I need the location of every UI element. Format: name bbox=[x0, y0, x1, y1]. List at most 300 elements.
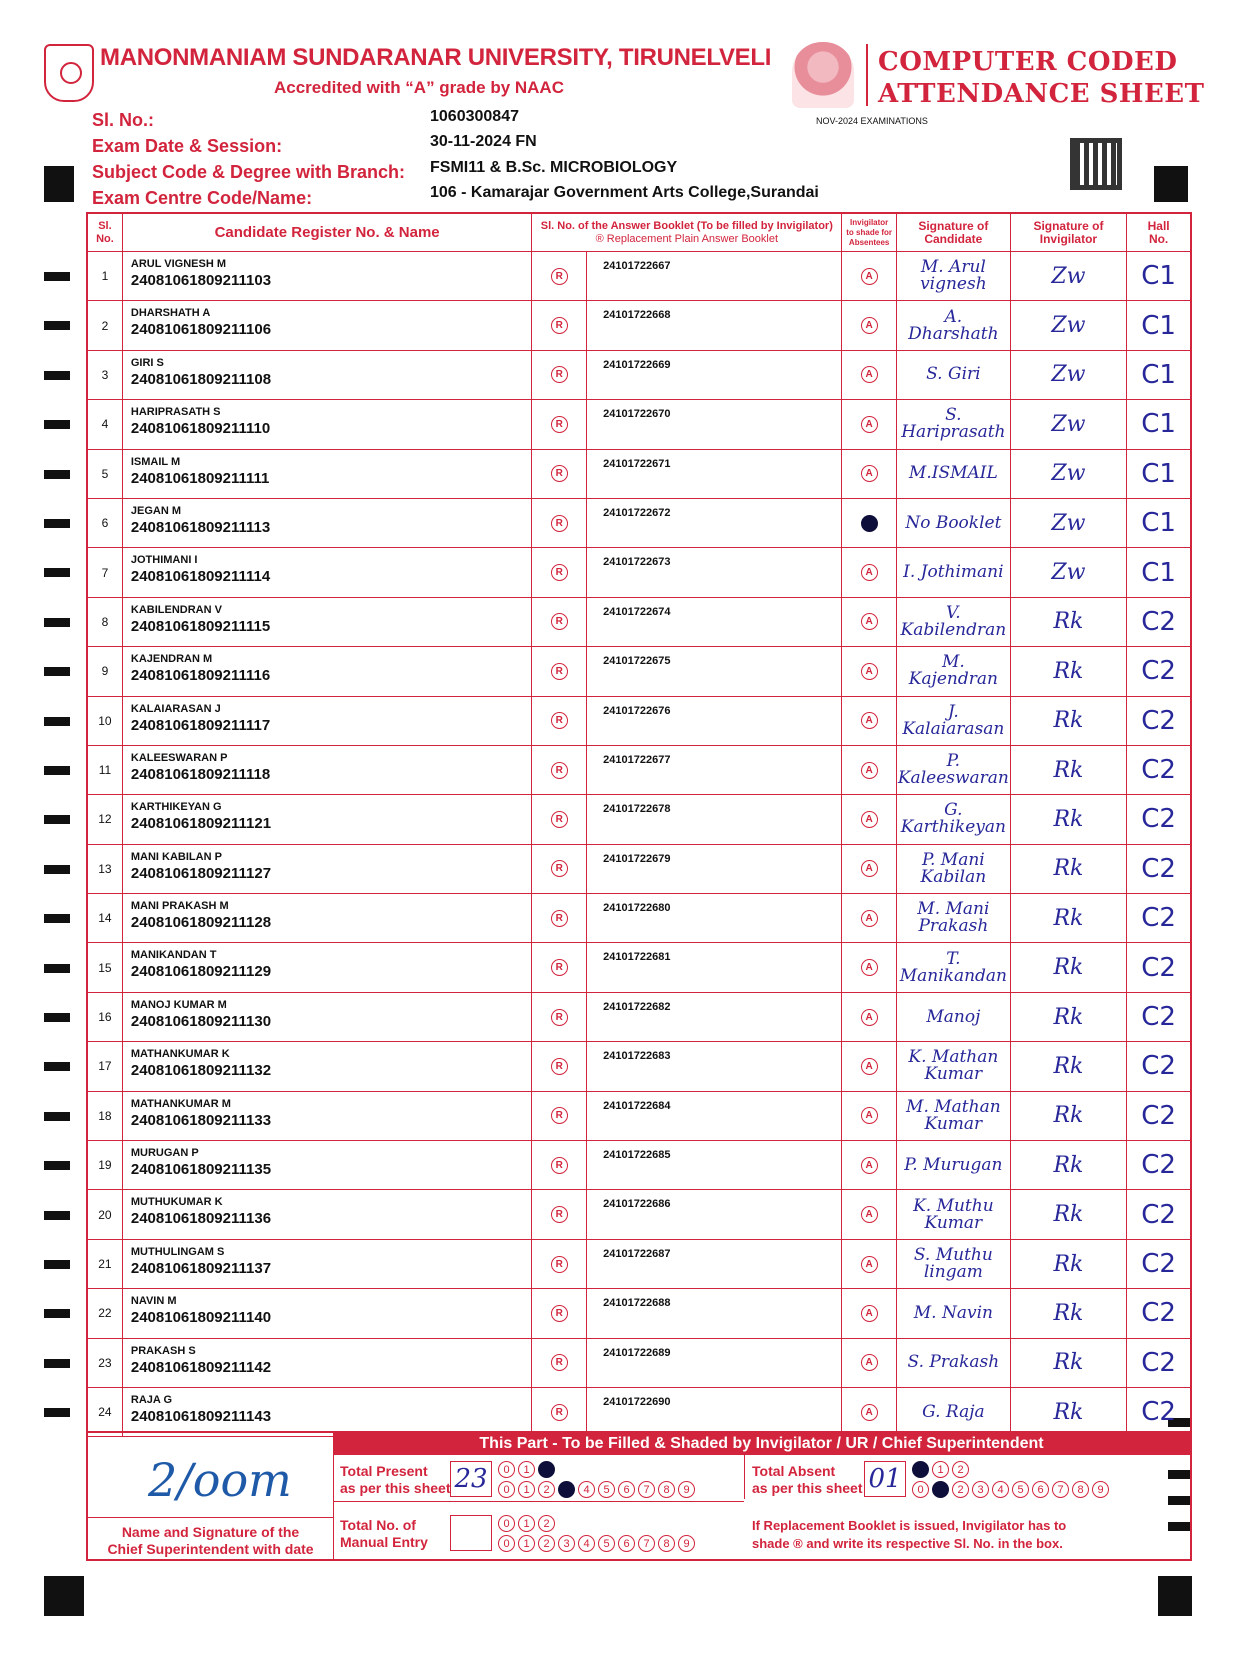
invigilator-signature: Zw bbox=[1011, 301, 1128, 349]
qr-code bbox=[1070, 138, 1122, 190]
replacement-bubble[interactable]: R bbox=[551, 268, 568, 285]
replacement-bubble[interactable]: R bbox=[551, 366, 568, 383]
absent-bubble[interactable]: A bbox=[861, 860, 878, 877]
timing-mark bbox=[44, 1062, 70, 1071]
absent-bubble[interactable]: A bbox=[861, 712, 878, 729]
candidate-name: MANIKANDAN T bbox=[130, 949, 217, 962]
absent-bubble[interactable]: A bbox=[861, 465, 878, 482]
digit-bubble[interactable]: 5 bbox=[1012, 1481, 1029, 1498]
digit-bubble[interactable]: 0 bbox=[498, 1535, 515, 1552]
digit-bubble[interactable]: 8 bbox=[1072, 1481, 1089, 1498]
table-row bbox=[88, 499, 1190, 548]
hall-number: C2 bbox=[1141, 1002, 1176, 1033]
absent-bubble-cell bbox=[842, 1240, 897, 1288]
absent-bubble[interactable]: A bbox=[861, 1404, 878, 1421]
register-number: 24081061809211113 bbox=[130, 518, 271, 536]
corner-mark-top-left bbox=[44, 166, 74, 202]
booklet-number: 24101722672 bbox=[587, 499, 842, 547]
replacement-bubble-cell bbox=[532, 1289, 587, 1337]
hall-number: C2 bbox=[1141, 705, 1176, 736]
digit-bubble[interactable]: 3 bbox=[972, 1481, 989, 1498]
replacement-bubble[interactable]: R bbox=[551, 1404, 568, 1421]
replacement-bubble[interactable]: R bbox=[551, 712, 568, 729]
invigilator-signature: Rk bbox=[1011, 894, 1128, 942]
hall-number: C1 bbox=[1141, 359, 1176, 390]
candidate-signature: I. Jothimani bbox=[897, 548, 1011, 596]
digit-bubble[interactable]: 4 bbox=[578, 1481, 595, 1498]
absent-box[interactable]: 01 bbox=[864, 1461, 906, 1497]
hall-number: C1 bbox=[1141, 557, 1176, 588]
candidate-signature: M. Mani Prakash bbox=[897, 894, 1011, 942]
timing-mark bbox=[44, 914, 70, 923]
candidate-cell bbox=[123, 1339, 533, 1387]
candidate-signature: G. Raja bbox=[897, 1388, 1011, 1436]
candidate-signature: S. Hariprasath bbox=[897, 400, 1011, 448]
candidate-signature: M. Kajendran bbox=[897, 647, 1011, 695]
timing-mark bbox=[44, 1408, 70, 1417]
hall-number: C2 bbox=[1141, 1100, 1176, 1131]
replacement-bubble[interactable]: R bbox=[551, 811, 568, 828]
booklet-number: 24101722680 bbox=[587, 894, 842, 942]
absent-bubble-cell bbox=[842, 1339, 897, 1387]
digit-bubble[interactable]: 2 bbox=[538, 1461, 555, 1478]
candidate-cell bbox=[123, 1042, 533, 1090]
register-number: 24081061809211106 bbox=[130, 321, 272, 339]
candidate-signature: A. Dharshath bbox=[897, 301, 1011, 349]
row-sl: 20 bbox=[88, 1190, 123, 1238]
digit-bubble[interactable]: 2 bbox=[538, 1481, 555, 1498]
absent-bubble[interactable]: A bbox=[861, 613, 878, 630]
corner-mark-bottom-left bbox=[44, 1576, 84, 1616]
replacement-bubble-cell bbox=[532, 450, 587, 498]
hall-number: C2 bbox=[1141, 1347, 1176, 1378]
digit-bubble[interactable]: 0 bbox=[912, 1461, 929, 1478]
manual-units-bubbles[interactable] bbox=[498, 1535, 695, 1552]
absent-bubble[interactable]: A bbox=[861, 1009, 878, 1026]
sheet-title-line1: COMPUTER CODED bbox=[878, 47, 1178, 77]
absent-bubble[interactable]: A bbox=[861, 1058, 878, 1075]
digit-bubble[interactable]: 5 bbox=[598, 1481, 615, 1498]
replacement-bubble[interactable]: R bbox=[551, 1305, 568, 1322]
timing-mark bbox=[44, 1112, 70, 1121]
booklet-number: 24101722681 bbox=[587, 943, 842, 991]
centre-value: 106 - Kamarajar Government Arts College,Surandai bbox=[430, 184, 819, 201]
absent-bubble[interactable]: A bbox=[861, 1305, 878, 1322]
sheet-title-line2: ATTENDANCE SHEET bbox=[878, 79, 1205, 109]
candidate-cell bbox=[123, 351, 533, 399]
digit-bubble[interactable]: 1 bbox=[518, 1515, 535, 1532]
candidate-name: HARIPRASATH S bbox=[130, 406, 221, 419]
timing-mark bbox=[44, 1359, 70, 1368]
hall-number: C2 bbox=[1141, 804, 1176, 835]
candidate-cell bbox=[123, 1289, 533, 1337]
table-header bbox=[88, 214, 1190, 252]
table-row bbox=[88, 845, 1190, 894]
row-sl: 24 bbox=[88, 1388, 123, 1436]
row-sl: 5 bbox=[88, 450, 123, 498]
digit-bubble[interactable]: 1 bbox=[518, 1481, 535, 1498]
replacement-bubble-cell bbox=[532, 697, 587, 745]
digit-bubble[interactable]: 1 bbox=[518, 1535, 535, 1552]
absent-bubble-cell bbox=[842, 301, 897, 349]
header-divider bbox=[866, 44, 868, 106]
invigilator-signature: Zw bbox=[1011, 499, 1128, 547]
register-number: 24081061809211129 bbox=[130, 963, 272, 981]
replacement-bubble[interactable]: R bbox=[551, 1157, 568, 1174]
hall-number: C1 bbox=[1141, 458, 1176, 489]
timing-mark bbox=[44, 420, 70, 429]
replacement-bubble-cell bbox=[532, 252, 587, 300]
present-label: Total Present as per this sheet bbox=[340, 1463, 451, 1496]
corner-mark-bottom-right bbox=[1158, 1576, 1192, 1616]
absent-bubble[interactable]: A bbox=[861, 416, 878, 433]
absent-bubble[interactable]: A bbox=[861, 1256, 878, 1273]
absent-bubble-cell bbox=[842, 1141, 897, 1189]
hall-number: C2 bbox=[1141, 903, 1176, 934]
timing-mark bbox=[44, 1161, 70, 1170]
absent-bubble-cell bbox=[842, 647, 897, 695]
col-candidate-signature: Signature of Candidate bbox=[897, 214, 1011, 251]
absent-bubble-cell bbox=[842, 1388, 897, 1436]
col-booklet bbox=[532, 214, 842, 251]
candidate-signature: S. Prakash bbox=[897, 1339, 1011, 1387]
replacement-bubble[interactable]: R bbox=[551, 860, 568, 877]
candidate-name: MUTHUKUMAR K bbox=[130, 1196, 223, 1209]
candidate-cell bbox=[123, 1190, 533, 1238]
timing-mark bbox=[44, 964, 70, 973]
candidate-cell bbox=[123, 993, 533, 1041]
manual-entry-label: Total No. of Manual Entry bbox=[340, 1517, 428, 1550]
absent-bubble[interactable]: A bbox=[861, 268, 878, 285]
candidate-signature: K. Mathan Kumar bbox=[897, 1042, 1011, 1090]
candidate-signature: P. Kaleeswaran bbox=[897, 746, 1011, 794]
col-sl: Sl. No. bbox=[88, 214, 123, 251]
hall-number: C1 bbox=[1141, 261, 1176, 292]
table-row bbox=[88, 450, 1190, 499]
digit-bubble[interactable]: 4 bbox=[992, 1481, 1009, 1498]
candidate-signature: S. Giri bbox=[897, 351, 1011, 399]
absent-bubble-cell bbox=[842, 1289, 897, 1337]
register-number: 24081061809211111 bbox=[130, 469, 270, 487]
booklet-number: 24101722684 bbox=[587, 1092, 842, 1140]
booklet-number: 24101722688 bbox=[587, 1289, 842, 1337]
digit-bubble[interactable]: 1 bbox=[932, 1461, 949, 1478]
invigilator-signature: Rk bbox=[1011, 845, 1128, 893]
booklet-number: 24101722689 bbox=[587, 1339, 842, 1387]
replacement-bubble[interactable]: R bbox=[551, 465, 568, 482]
register-number: 24081061809211121 bbox=[130, 815, 272, 833]
digit-bubble[interactable]: 2 bbox=[952, 1481, 969, 1498]
row-sl: 8 bbox=[88, 598, 123, 646]
table-row bbox=[88, 301, 1190, 350]
replacement-bubble[interactable]: R bbox=[551, 317, 568, 334]
absent-bubble[interactable]: A bbox=[861, 1107, 878, 1124]
register-number: 24081061809211114 bbox=[130, 568, 271, 586]
timing-mark bbox=[44, 865, 70, 874]
timing-mark bbox=[44, 519, 70, 528]
replacement-bubble[interactable]: R bbox=[551, 910, 568, 927]
replacement-bubble[interactable]: R bbox=[551, 613, 568, 630]
digit-bubble[interactable]: 3 bbox=[558, 1481, 575, 1498]
hall-number: C2 bbox=[1141, 1397, 1176, 1428]
digit-bubble[interactable]: 6 bbox=[1032, 1481, 1049, 1498]
candidate-cell bbox=[123, 400, 533, 448]
row-sl: 22 bbox=[88, 1289, 123, 1337]
candidate-name: MANI KABILAN P bbox=[130, 850, 222, 863]
register-number: 24081061809211135 bbox=[130, 1161, 272, 1179]
table-row bbox=[88, 943, 1190, 992]
candidate-signature: P. Murugan bbox=[897, 1141, 1011, 1189]
digit-bubble[interactable]: 5 bbox=[598, 1535, 615, 1552]
replacement-bubble-cell bbox=[532, 1190, 587, 1238]
row-sl: 7 bbox=[88, 548, 123, 596]
replacement-bubble[interactable]: R bbox=[551, 1354, 568, 1371]
hall-number: C2 bbox=[1141, 755, 1176, 786]
absent-bubble[interactable]: A bbox=[861, 1206, 878, 1223]
table-row bbox=[88, 894, 1190, 943]
candidate-cell bbox=[123, 598, 533, 646]
invigilator-signature: Rk bbox=[1011, 1240, 1128, 1288]
table-row bbox=[88, 1092, 1190, 1141]
digit-bubble[interactable]: 6 bbox=[618, 1481, 635, 1498]
invigilator-signature: Zw bbox=[1011, 400, 1128, 448]
digit-bubble[interactable]: 7 bbox=[638, 1535, 655, 1552]
candidate-signature: P. Mani Kabilan bbox=[897, 845, 1011, 893]
row-sl: 10 bbox=[88, 697, 123, 745]
candidate-signature: M. Navin bbox=[897, 1289, 1011, 1337]
col-hall: Hall No. bbox=[1147, 218, 1170, 246]
booklet-number: 24101722678 bbox=[587, 795, 842, 843]
invigilator-signature: Rk bbox=[1011, 943, 1128, 991]
candidate-name: PRAKASH S bbox=[130, 1344, 196, 1357]
candidate-signature: No Booklet bbox=[897, 499, 1011, 547]
absent-bubble[interactable]: A bbox=[861, 811, 878, 828]
university-name: MANONMANIAM SUNDARANAR UNIVERSITY, TIRUNELVELI bbox=[100, 44, 772, 71]
candidate-signature: M. Arul vignesh bbox=[897, 252, 1011, 300]
absent-bubble[interactable]: A bbox=[861, 762, 878, 779]
hall-number: C2 bbox=[1141, 1150, 1176, 1181]
table-row bbox=[88, 647, 1190, 696]
replacement-bubble[interactable]: R bbox=[551, 1058, 568, 1075]
invigilator-signature: Rk bbox=[1011, 993, 1128, 1041]
register-number: 24081061809211132 bbox=[130, 1062, 272, 1080]
replacement-bubble-cell bbox=[532, 548, 587, 596]
replacement-bubble[interactable]: R bbox=[551, 515, 568, 532]
register-number: 24081061809211116 bbox=[130, 667, 271, 685]
corner-mark-top-right bbox=[1154, 166, 1188, 202]
sheet-title bbox=[878, 46, 1204, 110]
replacement-bubble-cell bbox=[532, 301, 587, 349]
row-sl: 11 bbox=[88, 746, 123, 794]
candidate-name: ISMAIL M bbox=[130, 455, 181, 468]
register-number: 24081061809211115 bbox=[130, 617, 271, 635]
manual-tens-bubbles[interactable] bbox=[498, 1515, 555, 1532]
digit-bubble[interactable]: 9 bbox=[678, 1481, 695, 1498]
hall-number: C2 bbox=[1141, 606, 1176, 637]
register-number: 24081061809211143 bbox=[130, 1407, 272, 1425]
replacement-bubble[interactable]: R bbox=[551, 416, 568, 433]
absent-bubble[interactable]: A bbox=[861, 1157, 878, 1174]
row-sl: 4 bbox=[88, 400, 123, 448]
table-row bbox=[88, 1042, 1190, 1091]
col-absentees: Invigilator to shade for Absentees bbox=[842, 214, 897, 251]
timing-mark bbox=[44, 470, 70, 479]
candidate-name: MURUGAN P bbox=[130, 1147, 199, 1160]
footer-divider-3 bbox=[333, 1501, 744, 1502]
absent-bubble-cell bbox=[842, 697, 897, 745]
digit-bubble[interactable]: 7 bbox=[1052, 1481, 1069, 1498]
hall-number: C1 bbox=[1141, 508, 1176, 539]
candidate-cell bbox=[123, 647, 533, 695]
centre-label: Exam Centre Code/Name: bbox=[92, 188, 313, 208]
chief-signature: 2/oom bbox=[148, 1453, 292, 1507]
absent-units-bubbles[interactable] bbox=[912, 1481, 1109, 1498]
hall-number: C2 bbox=[1141, 853, 1176, 884]
candidate-signature: M. Mathan Kumar bbox=[897, 1092, 1011, 1140]
register-number: 24081061809211103 bbox=[130, 272, 272, 289]
timing-mark bbox=[44, 321, 70, 330]
row-sl: 17 bbox=[88, 1042, 123, 1090]
table-row bbox=[88, 1240, 1190, 1289]
table-row bbox=[88, 598, 1190, 647]
timing-mark bbox=[44, 272, 70, 281]
manual-entry-box[interactable] bbox=[450, 1515, 492, 1551]
replacement-bubble[interactable]: R bbox=[551, 762, 568, 779]
candidate-signature: S. Muthu lingam bbox=[897, 1240, 1011, 1288]
founder-portrait bbox=[792, 42, 854, 108]
invigilator-signature: Zw bbox=[1011, 351, 1128, 399]
booklet-number: 24101722677 bbox=[587, 746, 842, 794]
absent-tens-bubbles[interactable] bbox=[912, 1461, 969, 1478]
table-row bbox=[88, 400, 1190, 449]
digit-bubble[interactable]: 7 bbox=[638, 1481, 655, 1498]
table-row bbox=[88, 746, 1190, 795]
digit-bubble[interactable]: 0 bbox=[498, 1461, 515, 1478]
replacement-bubble[interactable]: R bbox=[551, 1107, 568, 1124]
digit-bubble[interactable]: 2 bbox=[538, 1515, 555, 1532]
digit-bubble[interactable]: 0 bbox=[498, 1481, 515, 1498]
absent-bubble[interactable]: A bbox=[861, 515, 878, 532]
absent-bubble[interactable]: A bbox=[861, 959, 878, 976]
replacement-bubble[interactable]: R bbox=[551, 564, 568, 581]
booklet-number: 24101722683 bbox=[587, 1042, 842, 1090]
invigilator-signature: Zw bbox=[1011, 450, 1128, 498]
absent-bubble[interactable]: A bbox=[861, 663, 878, 680]
register-number: 24081061809211140 bbox=[130, 1309, 272, 1327]
candidate-cell bbox=[123, 943, 533, 991]
digit-bubble[interactable]: 8 bbox=[658, 1535, 675, 1552]
digit-bubble[interactable]: 0 bbox=[912, 1481, 929, 1498]
table-row bbox=[88, 1190, 1190, 1239]
booklet-number: 24101722669 bbox=[587, 351, 842, 399]
candidate-cell bbox=[123, 746, 533, 794]
replacement-bubble[interactable]: R bbox=[551, 1256, 568, 1273]
replacement-bubble-cell bbox=[532, 1092, 587, 1140]
register-number: 24081061809211127 bbox=[130, 864, 272, 882]
present-box[interactable]: 23 bbox=[450, 1461, 492, 1497]
booklet-number: 24101722685 bbox=[587, 1141, 842, 1189]
absent-bubble[interactable]: A bbox=[861, 317, 878, 334]
absent-bubble[interactable]: A bbox=[861, 366, 878, 383]
digit-bubble[interactable]: 3 bbox=[558, 1535, 575, 1552]
candidate-signature: Manoj bbox=[897, 993, 1011, 1041]
candidate-cell bbox=[123, 795, 533, 843]
timing-mark bbox=[44, 766, 70, 775]
replacement-bubble[interactable]: R bbox=[551, 1009, 568, 1026]
invigilator-signature: Rk bbox=[1011, 795, 1128, 843]
present-tens-bubbles[interactable] bbox=[498, 1461, 555, 1478]
candidate-name: MATHANKUMAR M bbox=[130, 1097, 231, 1110]
footer-divider-1 bbox=[333, 1455, 334, 1559]
invigilator-signature: Rk bbox=[1011, 647, 1128, 695]
digit-bubble[interactable]: 4 bbox=[578, 1535, 595, 1552]
register-number: 24081061809211117 bbox=[130, 716, 271, 734]
col-booklet-main: Sl. No. of the Answer Booklet (To be filled by Invigilator) bbox=[540, 219, 833, 232]
table-row bbox=[88, 351, 1190, 400]
digit-bubble[interactable]: 1 bbox=[518, 1461, 535, 1478]
register-number: 24081061809211108 bbox=[130, 370, 272, 388]
digit-bubble[interactable]: 6 bbox=[618, 1535, 635, 1552]
absent-bubble-cell bbox=[842, 795, 897, 843]
chief-label: Name and Signature of the Chief Superintendent with date bbox=[88, 1517, 333, 1558]
register-number: 24081061809211133 bbox=[130, 1111, 272, 1129]
table-row bbox=[88, 548, 1190, 597]
absent-bubble-cell bbox=[842, 1042, 897, 1090]
candidate-signature: V. Kabilendran bbox=[897, 598, 1011, 646]
row-sl: 15 bbox=[88, 943, 123, 991]
absent-bubble[interactable]: A bbox=[861, 910, 878, 927]
register-number: 24081061809211110 bbox=[130, 420, 271, 438]
hall-number: C2 bbox=[1141, 952, 1176, 983]
accreditation: Accredited with “A” grade by NAAC bbox=[274, 78, 564, 97]
hall-number: C2 bbox=[1141, 1298, 1176, 1329]
digit-bubble[interactable]: 9 bbox=[1092, 1481, 1109, 1498]
replacement-bubble[interactable]: R bbox=[551, 1206, 568, 1223]
row-sl: 1 bbox=[88, 252, 123, 300]
date-label: Exam Date & Session: bbox=[92, 136, 283, 156]
row-sl: 13 bbox=[88, 845, 123, 893]
replacement-bubble[interactable]: R bbox=[551, 663, 568, 680]
replacement-bubble-cell bbox=[532, 943, 587, 991]
booklet-number: 24101722670 bbox=[587, 400, 842, 448]
absent-bubble-cell bbox=[842, 894, 897, 942]
invigilator-signature: Rk bbox=[1011, 1190, 1128, 1238]
replacement-bubble[interactable]: R bbox=[551, 959, 568, 976]
booklet-number: 24101722679 bbox=[587, 845, 842, 893]
replacement-bubble-cell bbox=[532, 400, 587, 448]
digit-bubble[interactable]: 1 bbox=[932, 1481, 949, 1498]
digit-bubble[interactable]: 9 bbox=[678, 1535, 695, 1552]
candidate-signature: T. Manikandan bbox=[897, 943, 1011, 991]
footer-panel bbox=[86, 1431, 1192, 1561]
digit-bubble[interactable]: 2 bbox=[538, 1535, 555, 1552]
candidate-name: GIRI S bbox=[130, 356, 164, 369]
absent-bubble-cell bbox=[842, 746, 897, 794]
absent-bubble[interactable]: A bbox=[861, 1354, 878, 1371]
attendance-table bbox=[86, 212, 1192, 1437]
absent-bubble-cell bbox=[842, 943, 897, 991]
candidate-cell bbox=[123, 450, 533, 498]
replacement-bubble-cell bbox=[532, 1141, 587, 1189]
table-row bbox=[88, 252, 1190, 301]
digit-bubble[interactable]: 2 bbox=[952, 1461, 969, 1478]
candidate-cell bbox=[123, 894, 533, 942]
digit-bubble[interactable]: 0 bbox=[498, 1515, 515, 1532]
col-booklet-sub: ® Replacement Plain Answer Booklet bbox=[595, 232, 779, 245]
digit-bubble[interactable]: 8 bbox=[658, 1481, 675, 1498]
present-units-bubbles[interactable] bbox=[498, 1481, 695, 1498]
absent-bubble[interactable]: A bbox=[861, 564, 878, 581]
